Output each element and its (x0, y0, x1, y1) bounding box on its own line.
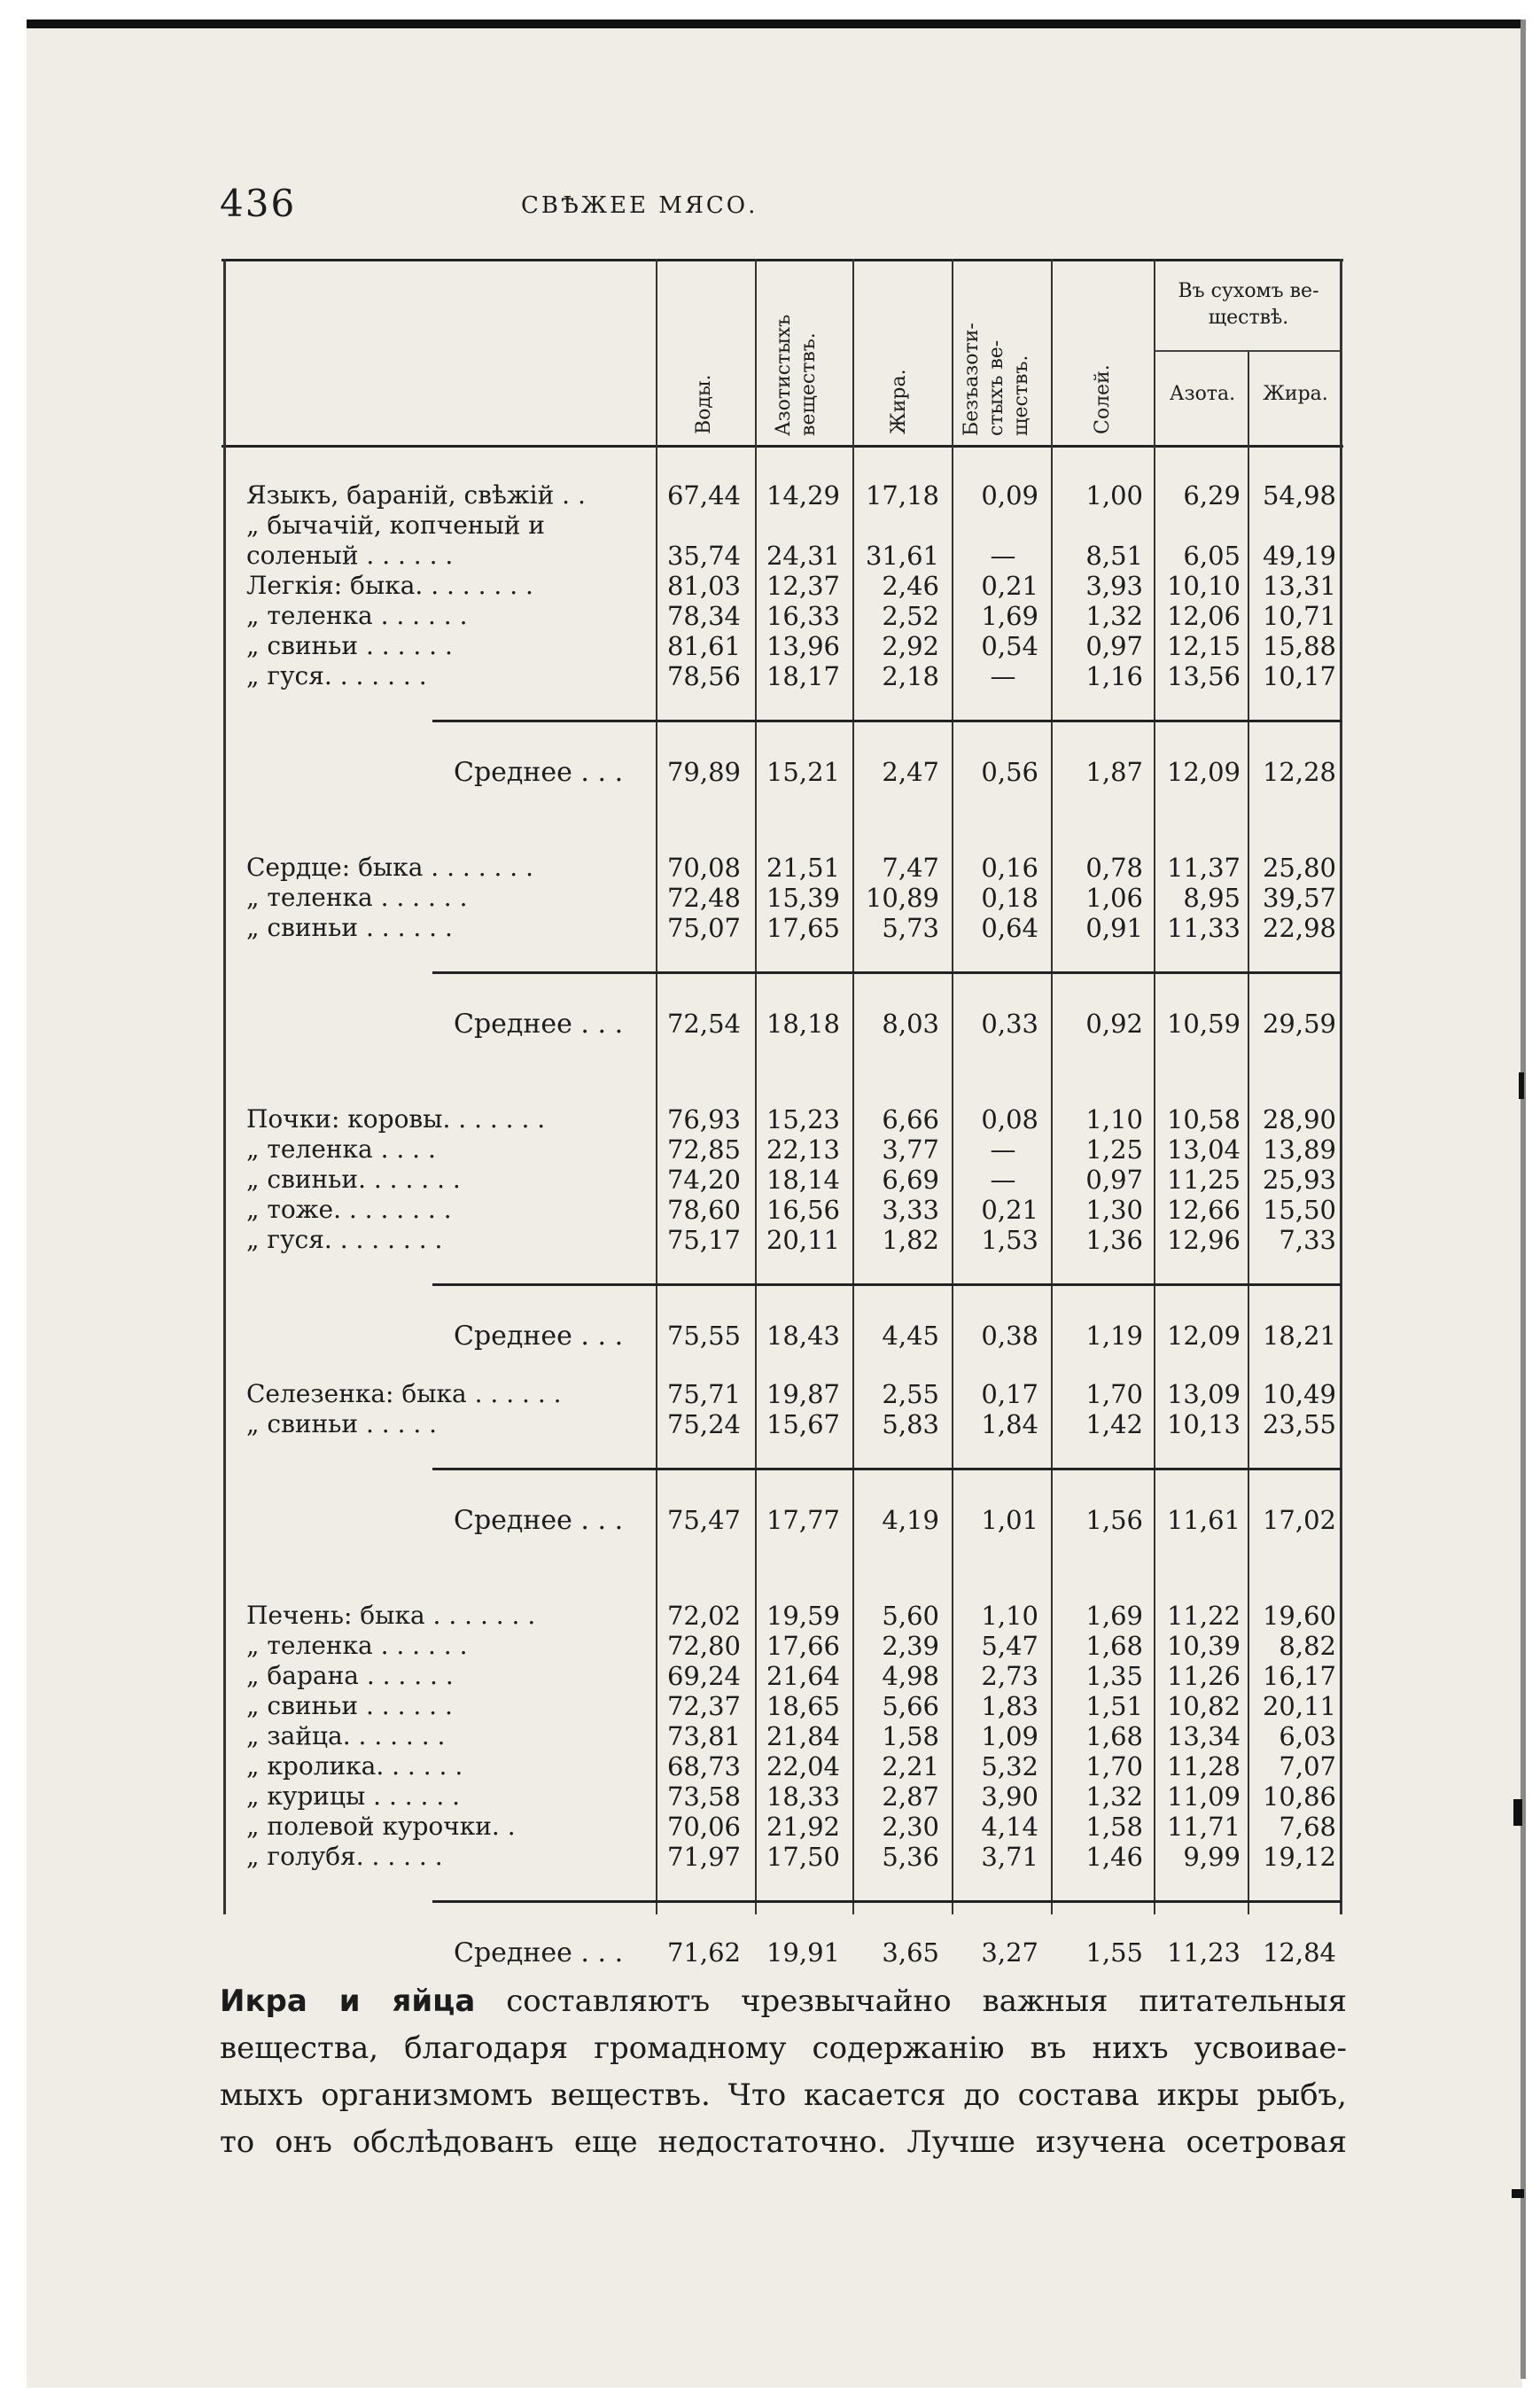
table-cell: 18,14 (766, 1165, 840, 1195)
average-cell: 0,38 (981, 1321, 1038, 1351)
table-cell: 1,25 (1085, 1134, 1143, 1165)
row-label: „ голубя. . . . . . (246, 1842, 443, 1871)
table-cell: 10,10 (1166, 571, 1241, 601)
right-rule (1340, 259, 1342, 1914)
table-cell: 3,93 (1085, 571, 1143, 601)
table-cell: 72,48 (666, 883, 741, 913)
col-rule (1051, 259, 1053, 1914)
table-cell: 21,84 (766, 1721, 840, 1751)
table-cell: 20,11 (1262, 1691, 1336, 1721)
table-cell: 75,71 (666, 1379, 741, 1409)
table-cell: 0,78 (1085, 853, 1143, 883)
table-cell: 21,51 (766, 853, 840, 883)
table-cell: 78,60 (666, 1195, 741, 1225)
body-paragraph (220, 1978, 1347, 2166)
table-cell: 8,95 (1183, 883, 1241, 913)
table-cell: 8,82 (1279, 1631, 1336, 1661)
table-cell: 10,17 (1262, 661, 1336, 691)
table-cell: 2,55 (882, 1379, 939, 1409)
margin-mark (1519, 1072, 1524, 1099)
col-header-dry-nitrogen: Азота. (1169, 383, 1236, 405)
average-cell: 4,19 (882, 1505, 939, 1535)
table-cell: 24,31 (766, 541, 840, 571)
row-label: Почки: коровы. . . . . . . (246, 1104, 546, 1134)
table-top-rule (222, 259, 1343, 261)
table-cell: 1,70 (1085, 1751, 1143, 1781)
average-row-label: Среднее . . . (454, 757, 624, 788)
average-cell: 1,19 (1085, 1321, 1143, 1351)
col-header-dry-group-line: Въ сухомъ ве- (1178, 280, 1319, 302)
row-label: Сердце: быка . . . . . . . (246, 853, 534, 882)
table-cell: 0,21 (981, 1195, 1038, 1225)
table-cell: 12,96 (1166, 1225, 1241, 1255)
table-cell: 13,31 (1262, 571, 1336, 601)
average-cell: 4,45 (882, 1321, 939, 1351)
average-cell: 1,01 (981, 1505, 1038, 1535)
table-cell: 1,68 (1085, 1721, 1143, 1751)
table-cell: 39,57 (1262, 883, 1336, 913)
table-cell: 11,09 (1166, 1781, 1241, 1812)
table-cell: 12,15 (1166, 631, 1241, 661)
table-cell: 0,97 (1085, 631, 1143, 661)
average-cell: 18,18 (766, 1009, 840, 1039)
table-cell: 5,32 (981, 1751, 1038, 1781)
row-label: „ зайца. . . . . . . (246, 1721, 446, 1750)
table-cell: 7,47 (882, 853, 939, 883)
average-row-label: Среднее . . . (454, 1505, 624, 1536)
table-cell: 6,03 (1279, 1721, 1336, 1751)
table-cell: 1,42 (1085, 1409, 1143, 1439)
table-cell: 11,25 (1166, 1165, 1241, 1195)
table-cell: 1,46 (1085, 1842, 1143, 1872)
table-cell: 1,10 (981, 1601, 1038, 1631)
row-label: „ гуся. . . . . . . (246, 661, 427, 690)
table-cell: 69,24 (666, 1661, 741, 1691)
table-cell: 1,00 (1085, 480, 1143, 511)
table-cell: 16,33 (766, 601, 840, 631)
average-cell: 10,59 (1166, 1009, 1241, 1039)
paragraph-line-text: составляютъ чрезвычайно важныя питательныя (475, 1984, 1347, 2019)
table-cell: 2,46 (882, 571, 939, 601)
table-cell: 13,89 (1262, 1134, 1336, 1165)
page-header (220, 182, 1345, 235)
table-cell: 13,09 (1166, 1379, 1241, 1409)
average-cell: 11,61 (1166, 1505, 1241, 1535)
col-header-non-nitrogenous-line: стыхъ ве- (985, 339, 1007, 436)
table-cell: 2,92 (882, 631, 939, 661)
row-label: „ теленка . . . . . . (246, 601, 468, 630)
table-cell: 16,17 (1262, 1661, 1336, 1691)
table-cell: 1,16 (1085, 661, 1143, 691)
table-cell: 78,56 (666, 661, 741, 691)
row-label: Печень: быка . . . . . . . (246, 1601, 536, 1630)
average-separator-rule (432, 720, 1342, 722)
average-cell: 0,33 (981, 1009, 1038, 1039)
table-cell: 5,66 (882, 1691, 939, 1721)
average-cell: 12,09 (1166, 1321, 1241, 1351)
table-cell: 1,82 (882, 1225, 939, 1255)
table-cell: 2,39 (882, 1631, 939, 1661)
table-cell: 1,58 (1085, 1812, 1143, 1842)
row-label: „ теленка . . . . . . (246, 1631, 468, 1660)
table-cell: 15,23 (766, 1104, 840, 1134)
table-cell: 22,13 (766, 1134, 840, 1165)
table-cell: 17,66 (766, 1631, 840, 1661)
composition-table (222, 259, 1343, 1968)
average-separator-rule (432, 1900, 1342, 1903)
table-cell: 0,18 (981, 883, 1038, 913)
table-cell: 72,80 (666, 1631, 741, 1661)
table-cell: 4,14 (981, 1812, 1038, 1842)
table-cell: 70,08 (666, 853, 741, 883)
col-header-fat: Жира. (888, 369, 910, 434)
average-cell: 0,92 (1085, 1009, 1143, 1039)
col-header-non-nitrogenous-line: ществъ. (1010, 355, 1032, 436)
average-cell: 12,84 (1262, 1937, 1336, 1968)
table-cell: 19,60 (1262, 1601, 1336, 1631)
row-label: „ тоже. . . . . . . . (246, 1195, 452, 1224)
table-cell: 18,17 (766, 661, 840, 691)
running-title: СВѢЖЕЕ МЯСО. (521, 192, 758, 219)
table-cell: 15,88 (1262, 631, 1336, 661)
left-rule (223, 259, 226, 1914)
table-cell: 0,64 (981, 913, 1038, 943)
table-cell: 7,07 (1279, 1751, 1336, 1781)
row-label: „ теленка . . . . (246, 1134, 436, 1164)
dry-group-rule (1154, 350, 1340, 352)
table-cell: 22,04 (766, 1751, 840, 1781)
table-cell: 1,32 (1085, 1781, 1143, 1812)
table-cell: 35,74 (666, 541, 741, 571)
table-cell: 76,93 (666, 1104, 741, 1134)
table-cell: 11,33 (1166, 913, 1241, 943)
table-cell: 20,11 (766, 1225, 840, 1255)
table-cell: 1,53 (981, 1225, 1038, 1255)
table-cell: 10,89 (865, 883, 939, 913)
table-cell: 0,08 (981, 1104, 1038, 1134)
average-separator-rule (432, 971, 1342, 974)
table-cell: 18,33 (766, 1781, 840, 1812)
table-cell: 1,35 (1085, 1661, 1143, 1691)
table-cell: 1,06 (1085, 883, 1143, 913)
table-cell: 75,07 (666, 913, 741, 943)
table-cell: 25,93 (1262, 1165, 1336, 1195)
average-cell: 3,27 (981, 1937, 1038, 1968)
paragraph-line: вещества, благодаря громадному содержанію въ нихъ усвоивае- (220, 2031, 1347, 2066)
paragraph-line: то онъ обслѣдованъ еще недостаточно. Лучше изучена осетровая (220, 2124, 1347, 2160)
table-cell: 78,34 (666, 601, 741, 631)
col-header-dry-fat: Жира. (1263, 383, 1328, 405)
table-cell: 1,69 (981, 601, 1038, 631)
table-cell: 0,17 (981, 1379, 1038, 1409)
average-cell: 19,91 (766, 1937, 840, 1968)
page-edge (1521, 19, 1526, 2379)
table-cell: 2,30 (882, 1812, 939, 1842)
table-cell: 25,80 (1262, 853, 1336, 883)
table-cell: 13,34 (1166, 1721, 1241, 1751)
table-cell: 12,06 (1166, 601, 1241, 631)
paragraph-bold-lead: Икра и яйца (220, 1984, 476, 2019)
average-separator-rule (432, 1468, 1342, 1470)
table-cell: 81,61 (666, 631, 741, 661)
table-cell: 1,32 (1085, 601, 1143, 631)
table-cell: 1,51 (1085, 1691, 1143, 1721)
table-cell: 5,73 (882, 913, 939, 943)
table-cell: 16,56 (766, 1195, 840, 1225)
table-cell: 72,37 (666, 1691, 741, 1721)
table-cell: 5,60 (882, 1601, 939, 1631)
table-cell: 0,16 (981, 853, 1038, 883)
table-cell: 6,29 (1183, 480, 1241, 511)
col-header-dry-group-line: ществѣ. (1208, 307, 1289, 329)
table-cell: 13,04 (1166, 1134, 1241, 1165)
row-label: „ кролика. . . . . . (246, 1751, 463, 1781)
row-label: „ полевой курочки. . (246, 1812, 516, 1841)
table-cell: 71,97 (666, 1842, 741, 1872)
average-cell: 12,28 (1262, 757, 1336, 787)
average-cell: 3,65 (882, 1937, 939, 1968)
table-cell: 6,66 (882, 1104, 939, 1134)
average-cell: 12,09 (1166, 757, 1241, 787)
table-cell: 15,39 (766, 883, 840, 913)
table-cell: 3,77 (882, 1134, 939, 1165)
row-label: „ свиньи . . . . . . (246, 913, 453, 942)
table-cell: 15,67 (766, 1409, 840, 1439)
average-separator-rule (432, 1283, 1342, 1286)
average-cell: 75,55 (666, 1321, 741, 1351)
col-header-nitrogenous-line: веществъ. (797, 332, 820, 436)
table-cell: — (990, 661, 1016, 691)
table-cell: 10,58 (1166, 1104, 1241, 1134)
paragraph-line: мыхъ организмомъ веществъ. Что касается до состава икры рыбъ, (220, 2077, 1347, 2113)
table-cell: 2,52 (882, 601, 939, 631)
table-cell: 22,98 (1262, 913, 1336, 943)
average-cell: 1,56 (1085, 1505, 1143, 1535)
margin-mark (1512, 2189, 1524, 2198)
table-cell: 75,24 (666, 1409, 741, 1439)
table-cell: 3,33 (882, 1195, 939, 1225)
header-bottom-rule (222, 445, 1343, 448)
table-cell: 1,58 (882, 1721, 939, 1751)
table-cell: 12,37 (766, 571, 840, 601)
row-label: соленый . . . . . . (246, 541, 454, 570)
average-cell: 1,87 (1085, 757, 1143, 787)
table-cell: 19,12 (1262, 1842, 1336, 1872)
table-cell: 8,51 (1085, 541, 1143, 571)
row-label: „ свиньи. . . . . . . (246, 1165, 461, 1194)
table-cell: 5,36 (882, 1842, 939, 1872)
row-label: „ свиньи . . . . . (246, 1409, 438, 1438)
table-cell: 11,22 (1166, 1601, 1241, 1631)
table-cell: 1,30 (1085, 1195, 1143, 1225)
table-cell: 17,18 (865, 480, 939, 511)
row-label: „ свиньи . . . . . . (246, 1691, 453, 1720)
table-cell: 70,06 (666, 1812, 741, 1842)
table-cell: 49,19 (1262, 541, 1336, 571)
table-cell: 11,28 (1166, 1751, 1241, 1781)
table-cell: 11,71 (1166, 1812, 1241, 1842)
average-cell: 0,56 (981, 757, 1038, 787)
table-cell: — (990, 1134, 1016, 1165)
average-cell: 18,21 (1262, 1321, 1336, 1351)
table-cell: 0,21 (981, 571, 1038, 601)
table-cell: 11,37 (1166, 853, 1241, 883)
table-cell: 2,73 (981, 1661, 1038, 1691)
table-cell: 72,85 (666, 1134, 741, 1165)
table-cell: 11,26 (1166, 1661, 1241, 1691)
row-label: „ теленка . . . . . . (246, 883, 468, 912)
table-cell: 1,09 (981, 1721, 1038, 1751)
average-cell: 1,55 (1085, 1937, 1143, 1968)
table-cell: 1,83 (981, 1691, 1038, 1721)
average-row-label: Среднее . . . (454, 1937, 624, 1968)
row-label: Селезенка: быка . . . . . . (246, 1379, 562, 1408)
table-cell: 81,03 (666, 571, 741, 601)
average-row-label: Среднее . . . (454, 1009, 624, 1040)
table-cell: 1,36 (1085, 1225, 1143, 1255)
average-cell: 2,47 (882, 757, 939, 787)
table-cell: 2,18 (882, 661, 939, 691)
table-cell: 10,82 (1166, 1691, 1241, 1721)
col-header-water: Воды. (693, 374, 715, 434)
row-label: Легкія: быка. . . . . . . . (246, 571, 533, 600)
average-cell: 72,54 (666, 1009, 741, 1039)
table-cell: 19,87 (766, 1379, 840, 1409)
table-cell: 73,81 (666, 1721, 741, 1751)
col-header-nitrogenous-line: Азотистыхъ (773, 314, 795, 436)
table-cell: — (990, 541, 1016, 571)
col-header-salts: Солей. (1092, 364, 1114, 434)
row-label: „ свиньи . . . . . . (246, 631, 453, 660)
col-header-dry-group (1157, 278, 1340, 331)
table-cell: 4,98 (882, 1661, 939, 1691)
table-cell: 3,71 (981, 1842, 1038, 1872)
table-cell: 6,69 (882, 1165, 939, 1195)
average-cell: 71,62 (666, 1937, 741, 1968)
table-cell: 67,44 (666, 480, 741, 511)
average-cell: 79,89 (666, 757, 741, 787)
table-cell: 7,33 (1279, 1225, 1336, 1255)
table-cell: — (990, 1165, 1016, 1195)
table-cell: 10,39 (1166, 1631, 1241, 1661)
table-cell: 72,02 (666, 1601, 741, 1631)
table-cell: 17,65 (766, 913, 840, 943)
table-cell: 28,90 (1262, 1104, 1336, 1134)
table-cell: 18,65 (766, 1691, 840, 1721)
row-label: „ бычачій, копченый и (246, 511, 545, 540)
table-cell: 21,92 (766, 1812, 840, 1842)
table-cell: 9,99 (1183, 1842, 1241, 1872)
average-row-label: Среднее . . . (454, 1321, 624, 1352)
table-cell: 3,90 (981, 1781, 1038, 1812)
table-cell: 1,70 (1085, 1379, 1143, 1409)
table-cell: 0,09 (981, 480, 1038, 511)
table-cell: 21,64 (766, 1661, 840, 1691)
row-label: Языкъ, бараній, свѣжій . . (246, 480, 586, 510)
average-cell: 29,59 (1262, 1009, 1336, 1039)
paragraph-line (220, 1978, 1347, 2025)
row-label: „ курицы . . . . . . (246, 1781, 461, 1811)
table-cell: 68,73 (666, 1751, 741, 1781)
table-cell: 10,86 (1262, 1781, 1336, 1812)
table-cell: 5,47 (981, 1631, 1038, 1661)
margin-mark (1513, 1799, 1522, 1826)
table-cell: 1,84 (981, 1409, 1038, 1439)
average-cell: 8,03 (882, 1009, 939, 1039)
table-cell: 17,50 (766, 1842, 840, 1872)
col-header-non-nitrogenous-line: Безъазоти- (961, 323, 983, 436)
table-cell: 15,50 (1262, 1195, 1336, 1225)
table-cell: 0,97 (1085, 1165, 1143, 1195)
table-cell: 10,71 (1262, 601, 1336, 631)
table-cell: 2,21 (882, 1751, 939, 1781)
table-cell: 75,17 (666, 1225, 741, 1255)
table-cell: 0,54 (981, 631, 1038, 661)
table-cell: 1,10 (1085, 1104, 1143, 1134)
table-cell: 10,49 (1262, 1379, 1336, 1409)
average-cell: 11,23 (1166, 1937, 1241, 1968)
table-cell: 23,55 (1262, 1409, 1336, 1439)
table-cell: 31,61 (865, 541, 939, 571)
table-cell: 13,96 (766, 631, 840, 661)
table-cell: 12,66 (1166, 1195, 1241, 1225)
average-cell: 17,02 (1262, 1505, 1336, 1535)
row-label: „ гуся. . . . . . . . (246, 1225, 443, 1254)
average-cell: 18,43 (766, 1321, 840, 1351)
page-number: 436 (220, 182, 297, 225)
table-cell: 73,58 (666, 1781, 741, 1812)
table-cell: 14,29 (766, 480, 840, 511)
table-cell: 6,05 (1183, 541, 1241, 571)
table-cell: 13,56 (1166, 661, 1241, 691)
row-label: „ барана . . . . . . (246, 1661, 454, 1690)
table-cell: 7,68 (1279, 1812, 1336, 1842)
table-cell: 5,83 (882, 1409, 939, 1439)
average-cell: 17,77 (766, 1505, 840, 1535)
table-cell: 74,20 (666, 1165, 741, 1195)
average-cell: 15,21 (766, 757, 840, 787)
table-cell: 1,68 (1085, 1631, 1143, 1661)
average-cell: 75,47 (666, 1505, 741, 1535)
table-cell: 0,91 (1085, 913, 1143, 943)
table-cell: 10,13 (1166, 1409, 1241, 1439)
table-cell: 2,87 (882, 1781, 939, 1812)
table-cell: 19,59 (766, 1601, 840, 1631)
table-cell: 1,69 (1085, 1601, 1143, 1631)
table-cell: 54,98 (1262, 480, 1336, 511)
